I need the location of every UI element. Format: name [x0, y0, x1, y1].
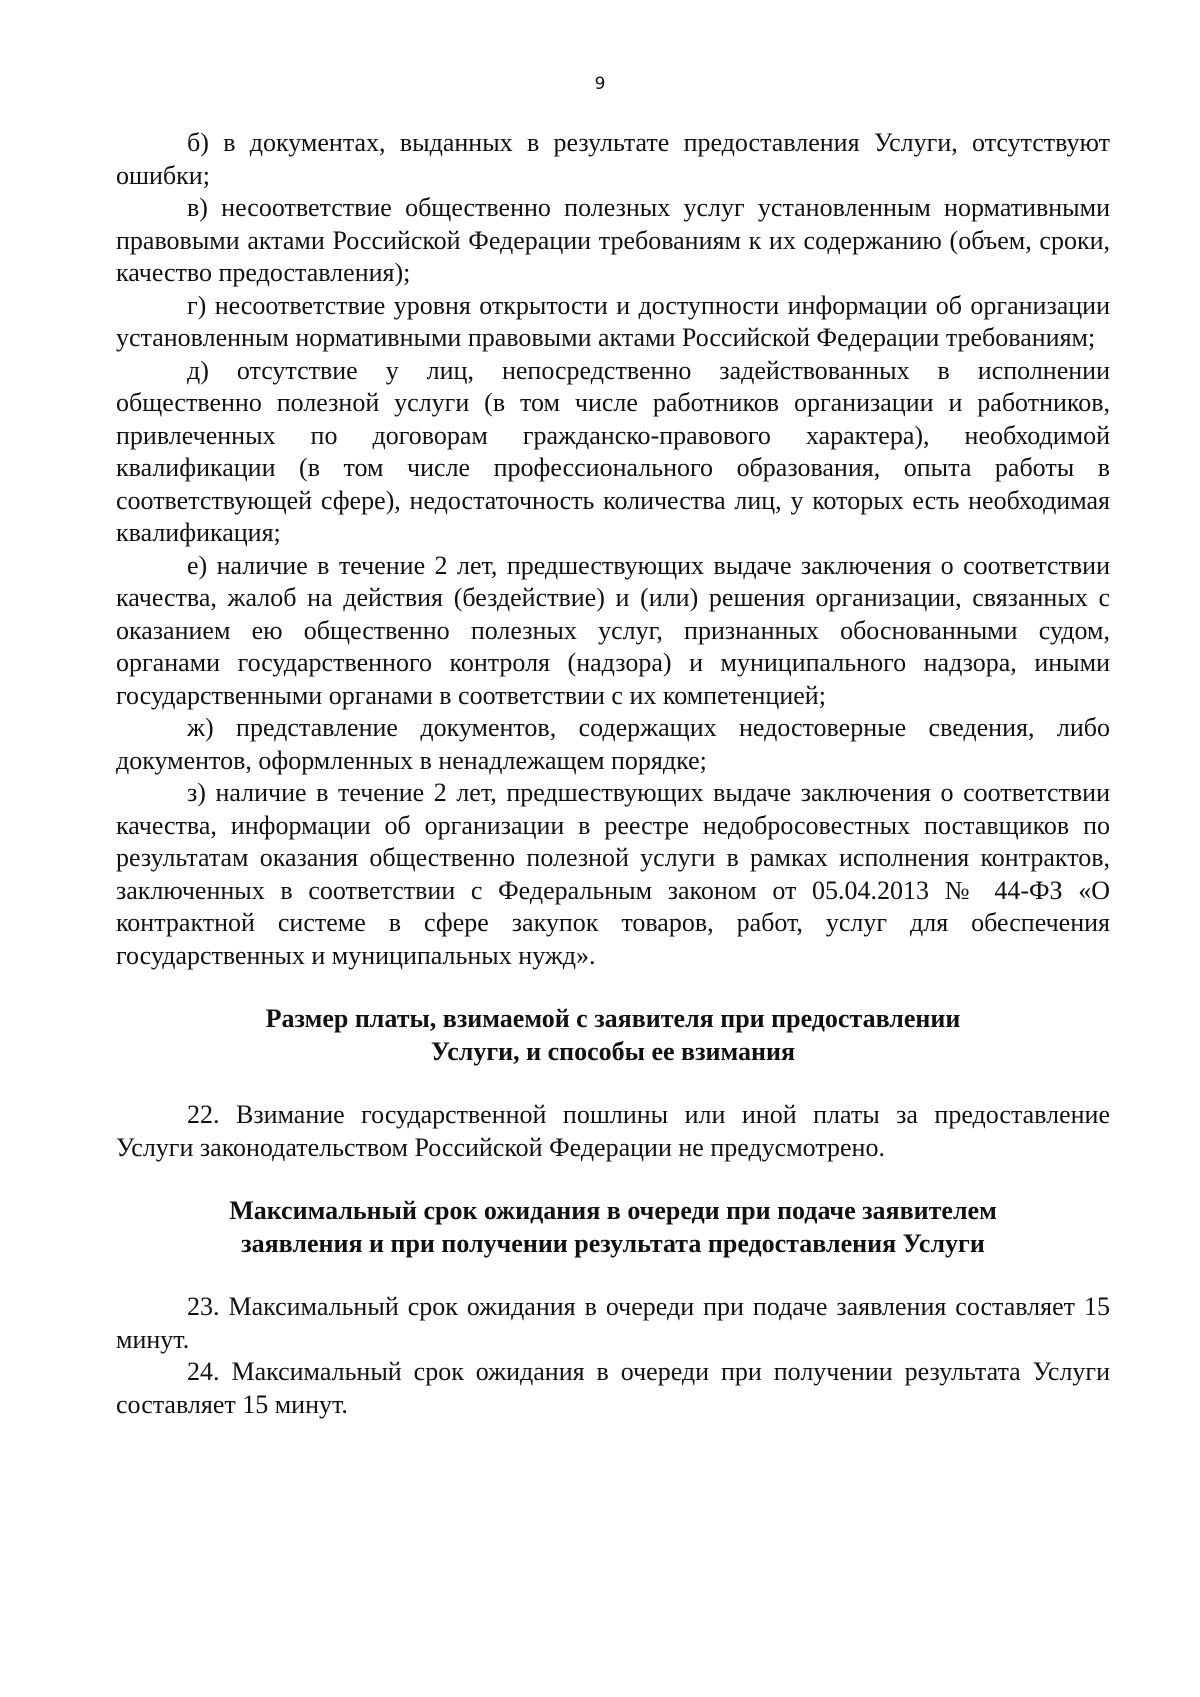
page-number: 9: [594, 74, 606, 94]
list-item-v: в) несоответствие общественно полезных услуг установленным нормативными правовыми актами Российской Федерации требованиям к их содержанию (объем, сроки, качество предоставления);: [116, 193, 1110, 287]
list-item-e: е) наличие в течение 2 лет, предшествующих выдаче заключения о соответствии качества, жалоб на действия (бездействие) и (или) решения организации, связанных с оказанием ею общественно полезных услуг, признанных обоснованными судом, органами государственного контроля (надзора) и муниципального надзора, иными государственными органами в соответствии с их компетенцией;: [116, 550, 1110, 710]
list-item-g: г) несоответствие уровня открытости и доступности информации об организации установленным нормативными правовыми актами Российской Федерации требованиям;: [116, 290, 1110, 352]
list-item-d: д) отсутствие у лиц, непосредственно задействованных в исполнении общественно полезной услуги (в том числе работников организации и работников, привлеченных по договорам гражданско-правового характера), необходимой квалификации (в том числе профессионального образования, опыта работы в соответствующей сфере), недостаточность количества лиц, у которых есть необходимая квалификация;: [116, 355, 1110, 547]
list-item-zh: ж) представление документов, содержащих недостоверные сведения, либо документов, оформленных в ненадлежащем порядке;: [116, 713, 1110, 775]
list-item-b: б) в документах, выданных в результате предоставления Услуги, отсутствуют ошибки;: [116, 128, 1110, 190]
document-body: [116, 127, 1110, 1421]
section-heading-wait-time-line-2: заявления и при получении результата предоставления Услуги: [241, 1228, 985, 1258]
section-heading-fee-line-1: Размер платы, взимаемой с заявителя при предоставлении: [265, 1004, 961, 1033]
section-heading-fee: [116, 1003, 1110, 1068]
section-heading-wait-time: [116, 1195, 1110, 1260]
paragraph-23: 23. Максимальный срок ожидания в очереди при подаче заявления составляет 15 минут.: [116, 1292, 1110, 1354]
section-heading-fee-line-2: Услуги, и способы ее взимания: [430, 1036, 796, 1066]
paragraph-24: 24. Максимальный срок ожидания в очереди при получении результата Услуги составляет 15 минут.: [116, 1357, 1110, 1419]
paragraph-22: 22. Взимание государственной пошлины или иной платы за предоставление Услуги законодательством Российской Федерации не предусмотрено.: [116, 1100, 1110, 1162]
section-heading-wait-time-line-1: Максимальный срок ожидания в очереди при подаче заявителем: [229, 1196, 997, 1225]
list-item-z: з) наличие в течение 2 лет, предшествующих выдаче заключения о соответствии качества, информации об организации в реестре недобросовестных поставщиков по результатам оказания общественно полезной услуги в рамках исполнения контрактов, заключенных в соответствии с Федеральным законом от 05.04.2013 № 44-ФЗ «О контрактной системе в сфере закупок товаров, работ, услуг для обеспечения государственных и муниципальных нужд».: [116, 778, 1110, 970]
